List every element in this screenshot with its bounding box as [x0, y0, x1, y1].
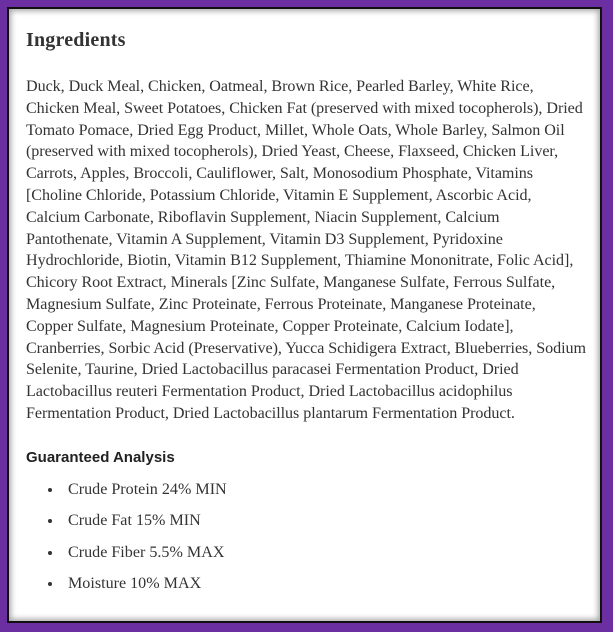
analysis-item-label: Crude Fat 15% MIN — [68, 512, 201, 530]
list-item — [48, 574, 586, 594]
list-item — [48, 543, 586, 563]
ingredients-text: Duck, Duck Meal, Chicken, Oatmeal, Brown Rice, Pearled Barley, White Rice, Chicken Meal, Sweet Potatoes, Chicken Fat (preserved with mixed tocopherols), Dried Tomato Pomace, Dried Egg Product, Millet, Whole Oats, Whole Barley, Salmon Oil (preserved with mixed tocopherols), Dried Yeast, Cheese, Flaxseed, Chicken Liver, Carrots, Apples, Broccoli, Cauliflower, Salt, Monosodium Phosphate, Vitamins [Choline Chloride, Potassium Chloride, Vitamin E Supplement, Ascorbic Acid, Calcium Carbonate, Riboflavin Supplement, Niacin Supplement, Calcium Pantothenate, Vitamin A Supplement, Vitamin D3 Supplement, Pyridoxine Hydrochloride, Biotin, Vitamin B12 Supplement, Thiamine Mononitrate, Folic Acid], Chicory Root Extract, Minerals [Zinc Sulfate, Manganese Sulfate, Ferrous Sulfate, Magnesium Sulfate, Zinc Proteinate, Ferrous Proteinate, Manganese Proteinate, Copper Sulfate, Magnesium Proteinate, Copper Proteinate, Calcium Iodate], Cranberries, Sorbic Acid (Preservative), Yucca Schidigera Extract, Blueberries, Sodium Selenite, Taurine, Dried Lactobacillus paracasei Fermentation Product, Dried Lactobacillus reuteri Fermentation Product, Dried Lactobacillus acidophilus Fermentation Product, Dried Lactobacillus plantarum Fermentation Product. — [26, 78, 586, 422]
bullet-icon — [48, 488, 52, 492]
bullet-icon — [48, 519, 52, 523]
guaranteed-analysis-list — [26, 480, 586, 595]
analysis-item-label: Crude Fiber 5.5% MAX — [68, 543, 225, 561]
guaranteed-analysis-heading: Guaranteed Analysis — [26, 448, 175, 466]
content-frame — [7, 7, 602, 623]
list-item — [48, 480, 586, 500]
bullet-icon — [48, 551, 52, 555]
bullet-icon — [48, 582, 52, 586]
content-panel — [26, 19, 586, 606]
ingredients-heading: Ingredients — [26, 29, 126, 51]
analysis-item-label: Moisture 10% MAX — [68, 575, 202, 593]
list-item — [48, 511, 586, 531]
analysis-item-label: Crude Protein 24% MIN — [68, 480, 227, 498]
